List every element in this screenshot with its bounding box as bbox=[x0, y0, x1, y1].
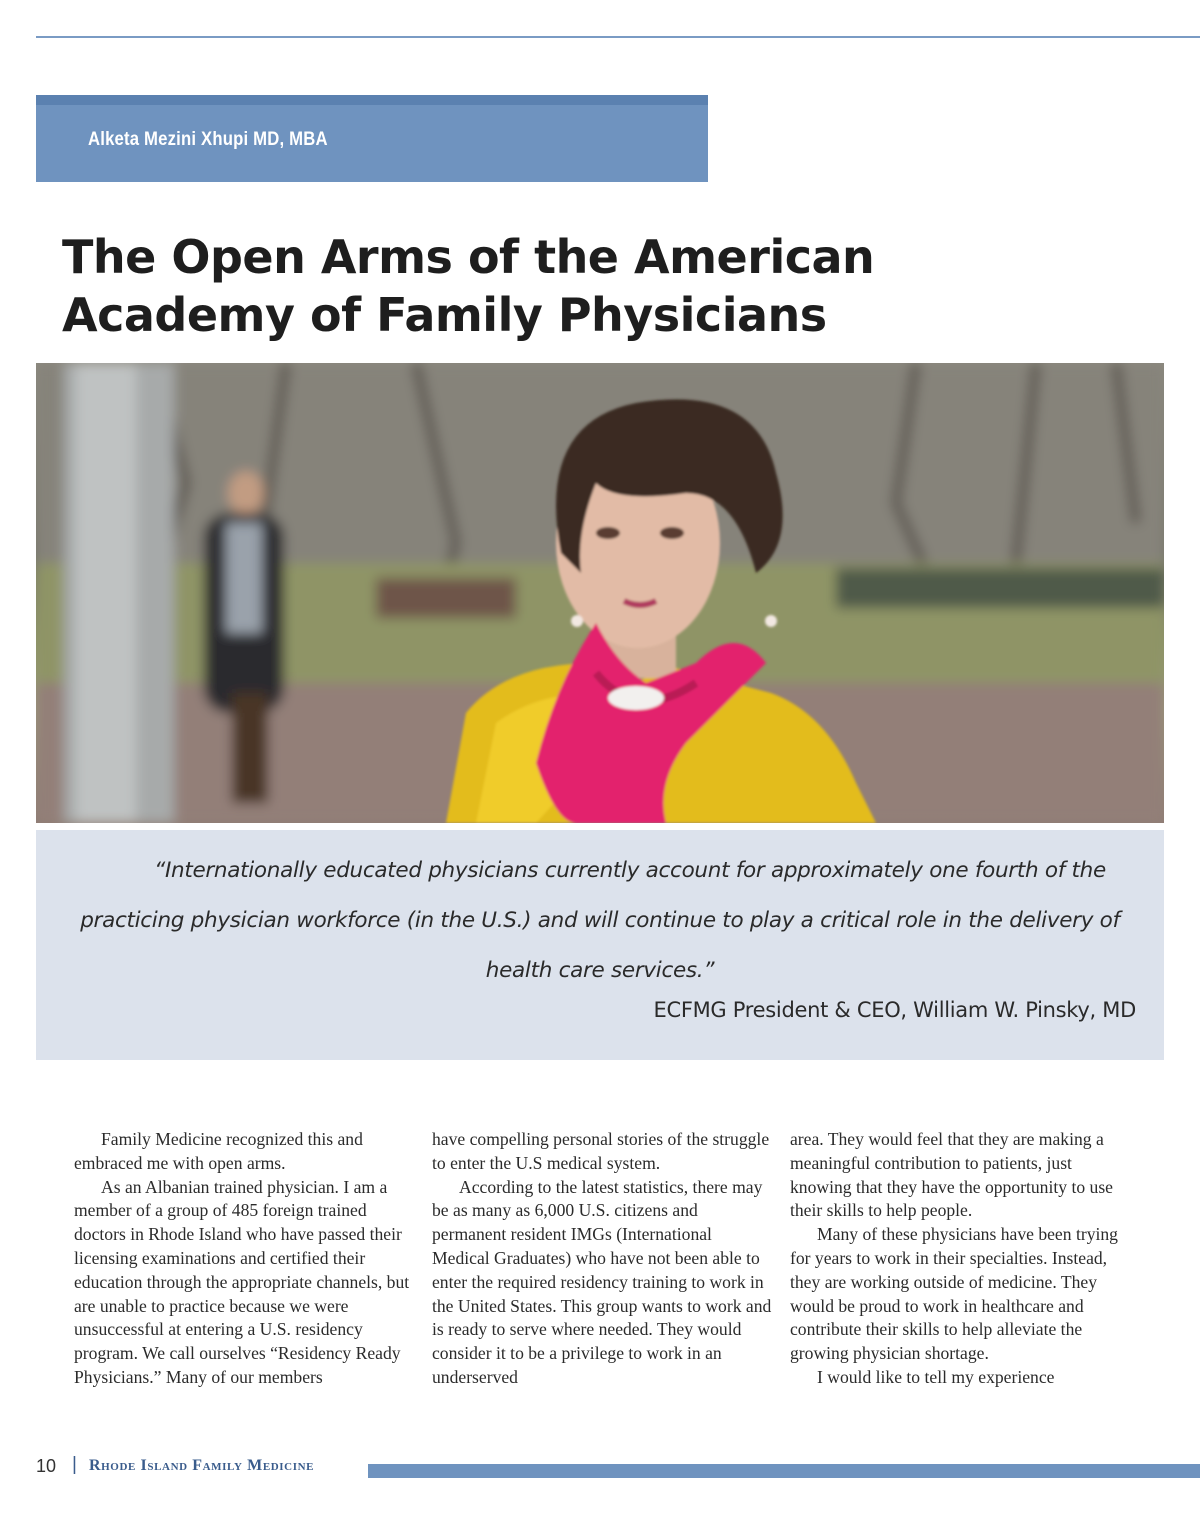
paragraph: According to the latest statistics, there may be as many as 6,000 U.S. citizens and permanent resident IMGs (International Medical Graduates) who have not been able to enter the required residency training to work in the United States. This group wants to work and is ready to serve where needed. They would consider it to be a privilege to work in an underserved bbox=[432, 1176, 772, 1387]
paragraph: Many of these physicians have been trying for years to work in their specialties. Instead, they are working outside of medicine. They would be proud to work in healthcare and contribute their skills to help alleviate the growing physician shortage. bbox=[790, 1224, 1118, 1364]
portrait-illustration bbox=[36, 363, 1164, 823]
paragraph: Family Medicine recognized this and embraced me with open arms. bbox=[74, 1129, 363, 1173]
paragraph: As an Albanian trained physician. I am a member of a group of 485 foreign trained doctors in Rhode Island who have passed their licensing examinations and certified their education through the appropriate channels, but are unable to practice because we were unsuccessful at entering a U.S. residency program. We call ourselves “Residency Ready Physicians.” Many of our members bbox=[74, 1176, 410, 1387]
publication-name: Rhode Island Family Medicine bbox=[89, 1457, 315, 1474]
article-title bbox=[62, 228, 962, 344]
top-rule bbox=[36, 36, 1200, 38]
body-column-2 bbox=[432, 1128, 772, 1390]
body-column-1 bbox=[74, 1128, 414, 1390]
body-column-3 bbox=[790, 1128, 1130, 1390]
page-number: 10 bbox=[36, 1456, 57, 1476]
title-line-2: Academy of Family Physicians bbox=[62, 288, 827, 342]
author-name: Alketa Mezini Xhupi MD, MBA bbox=[88, 129, 328, 150]
paragraph: area. They would feel that they are making a meaningful contribution to patients, just knowing that they have the opportunity to use their skills to help people. bbox=[790, 1129, 1113, 1221]
pull-quote bbox=[36, 830, 1164, 1060]
author-band bbox=[36, 95, 708, 182]
quote-attribution: ECFMG President & CEO, William W. Pinsky, MD bbox=[653, 998, 1136, 1022]
paragraph: I would like to tell my experience bbox=[817, 1366, 1055, 1387]
paragraph: have compelling personal stories of the struggle to enter the U.S medical system. bbox=[432, 1129, 770, 1173]
quote-text: “Internationally educated physicians currently account for approximately one fourth of the practicing physician workforce (in the U.S.) and will continue to play a critical role in the delivery of health care services.” bbox=[80, 858, 1120, 983]
footer-separator: | bbox=[72, 1454, 77, 1475]
footer-bar bbox=[368, 1464, 1200, 1478]
portrait-photo bbox=[36, 363, 1164, 823]
title-line-1: The Open Arms of the American bbox=[62, 230, 875, 284]
